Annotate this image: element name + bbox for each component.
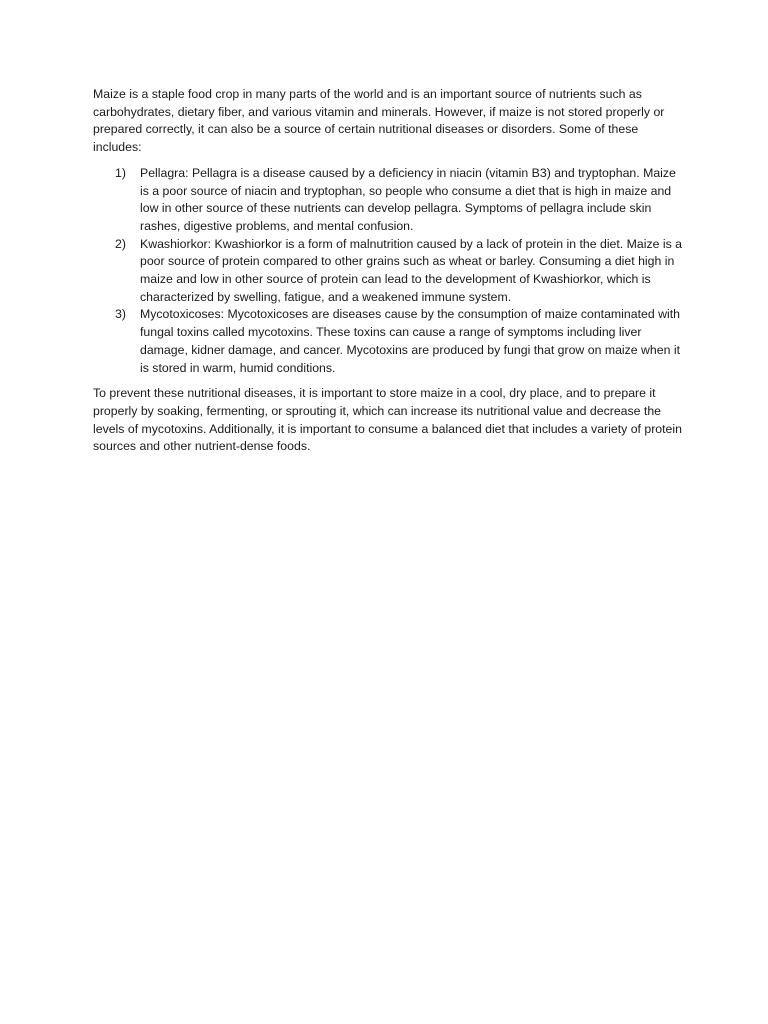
disease-list xyxy=(93,165,683,377)
list-item-number: 2) xyxy=(115,236,126,251)
list-item xyxy=(93,236,683,307)
intro-paragraph: Maize is a staple food crop in many parts of the world and is an important source of nutrients such as carbohydrates, dietary fiber, and various vitamin and minerals. However, if maize is not stored properly or prepared correctly, it can also be a source of certain nutritional diseases or disorders. Some of these includes: xyxy=(93,87,665,155)
list-item-number: 1) xyxy=(115,165,126,180)
closing-paragraph: To prevent these nutritional diseases, it is important to store maize in a cool, dry place, and to prepare it properly by soaking, fermenting, or sprouting it, which can increase its nutritional value and decrease the levels of mycotoxins. Additionally, it is important to consume a balanced diet that includes a variety of protein sources and other nutrient-dense foods. xyxy=(93,386,682,454)
document-body xyxy=(93,86,683,456)
list-item-number: 3) xyxy=(115,307,126,322)
list-item xyxy=(93,165,683,236)
list-item xyxy=(93,306,683,377)
list-item-text: Kwashiorkor: Kwashiorkor is a form of malnutrition caused by a lack of protein in the diet. Maize is a poor source of protein compared to other grains such as wheat or barley. Consuming a diet high in maize and low in other source of protein can lead to the development of Kwashiorkor, which is characterized by swelling, fatigue, and a weakened immune system. xyxy=(140,236,682,304)
list-item-text: Pellagra: Pellagra is a disease caused by a deficiency in niacin (vitamin B3) and tryptophan. Maize is a poor source of niacin and tryptophan, so people who consume a diet that is high in maize and low in other source of these nutrients can develop pellagra. Symptoms of pellagra include skin rashes, digestive problems, and mental confusion. xyxy=(140,165,676,233)
list-item-text: Mycotoxicoses: Mycotoxicoses are diseases cause by the consumption of maize contaminated with fungal toxins called mycotoxins. These toxins can cause a range of symptoms including liver damage, kidner damage, and cancer. Mycotoxins are produced by fungi that grow on maize when it is stored in warm, humid conditions. xyxy=(140,307,681,375)
